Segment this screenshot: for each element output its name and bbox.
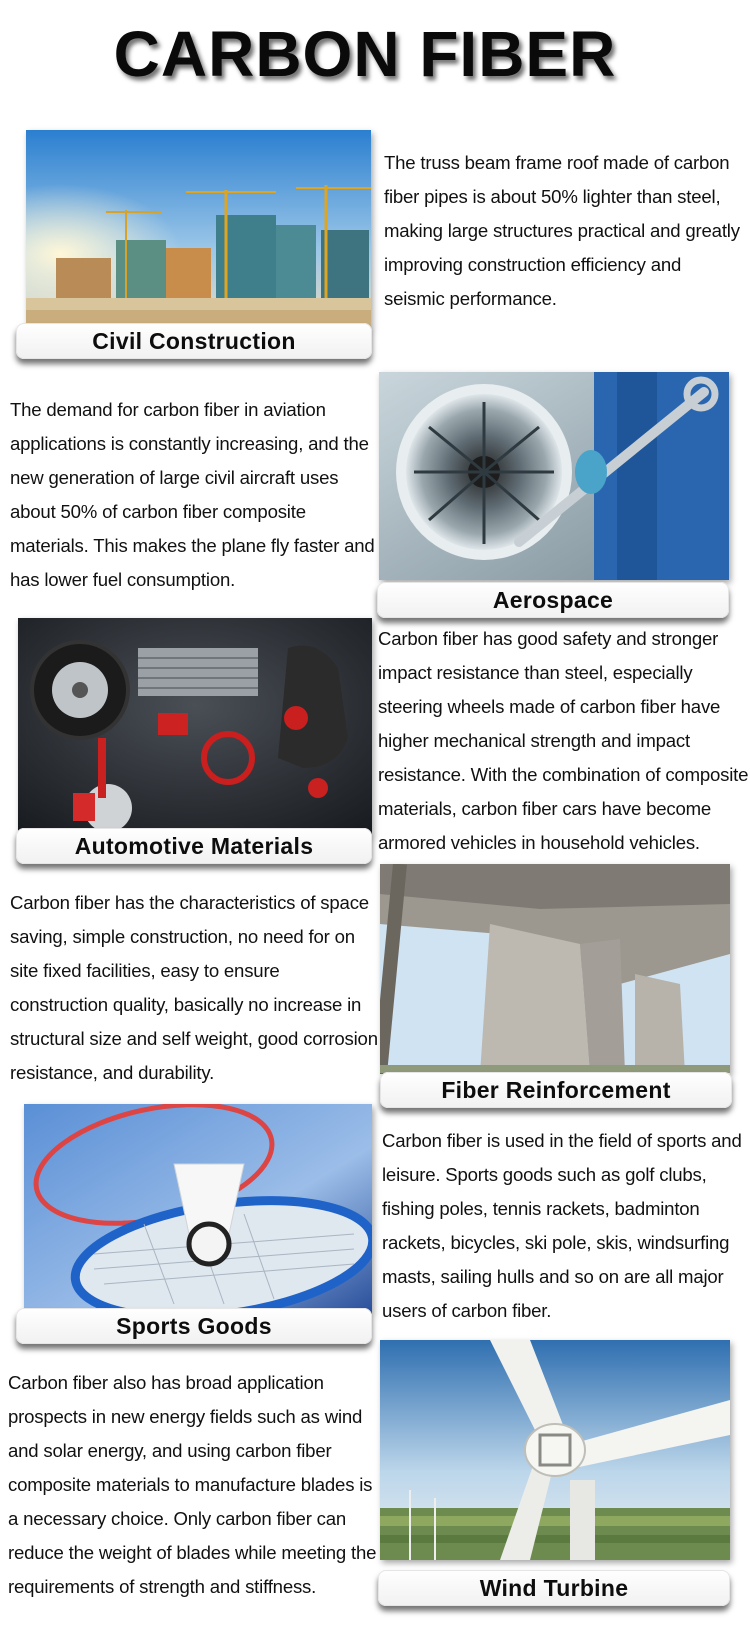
caption-automotive-materials: Automotive Materials (16, 828, 372, 864)
page-title: CARBON FIBER (113, 18, 617, 90)
paragraph-aerospace: The demand for carbon fiber in aviation applications is constantly increasing, and the new generation of large civil aircraft uses about 50% of carbon fiber composite materials. This makes the plane fly faster and has lower fuel consumption. (10, 399, 375, 590)
badminton-racket-photo (24, 1104, 372, 1314)
caption-wind-turbine: Wind Turbine (378, 1570, 730, 1606)
paragraph-sports-goods: Carbon fiber is used in the field of sports and leisure. Sports goods such as golf clubs, fishing poles, tennis rackets, badminton rackets, bicycles, ski pole, skis, windsurfing masts, sailing hulls and so on are all major users of carbon fiber. (382, 1130, 742, 1321)
caption-aerospace: Aerospace (377, 582, 729, 618)
caption-fiber-reinforcement: Fiber Reinforcement (380, 1072, 732, 1108)
paragraph-wind-turbine: Carbon fiber also has broad application prospects in new energy fields such as wind and solar energy, and using carbon fiber composite materials to manufacture blades is a necessary choice. Only carbon fiber can reduce the weight of blades while meeting the requirements of strength and stiffness. (8, 1372, 377, 1597)
concrete-pillar-photo (380, 864, 730, 1074)
jet-engine-photo (379, 372, 729, 580)
paragraph-civil-construction: The truss beam frame roof made of carbon fiber pipes is about 50% lighter than steel, making large structures practical and greatly improving construction efficiency and seismic performance. (384, 152, 740, 309)
caption-civil-construction: Civil Construction (16, 323, 372, 359)
wind-turbine-photo (380, 1340, 730, 1560)
caption-sports-goods: Sports Goods (16, 1308, 372, 1344)
construction-site-photo (26, 130, 371, 330)
paragraph-fiber-reinforcement: Carbon fiber has the characteristics of space saving, simple construction, no need for on site fixed facilities, easy to ensure construction quality, basically no increase in structural size and self weight, good corrosion resistance, and durability. (10, 892, 378, 1083)
car-parts-photo (18, 618, 372, 836)
paragraph-automotive-materials: Carbon fiber has good safety and stronger impact resistance than steel, especially steering wheels made of carbon fiber have higher mechanical strength and impact resistance. With the combination of composite materials, carbon fiber cars have become armored vehicles in household vehicles. (378, 628, 749, 853)
